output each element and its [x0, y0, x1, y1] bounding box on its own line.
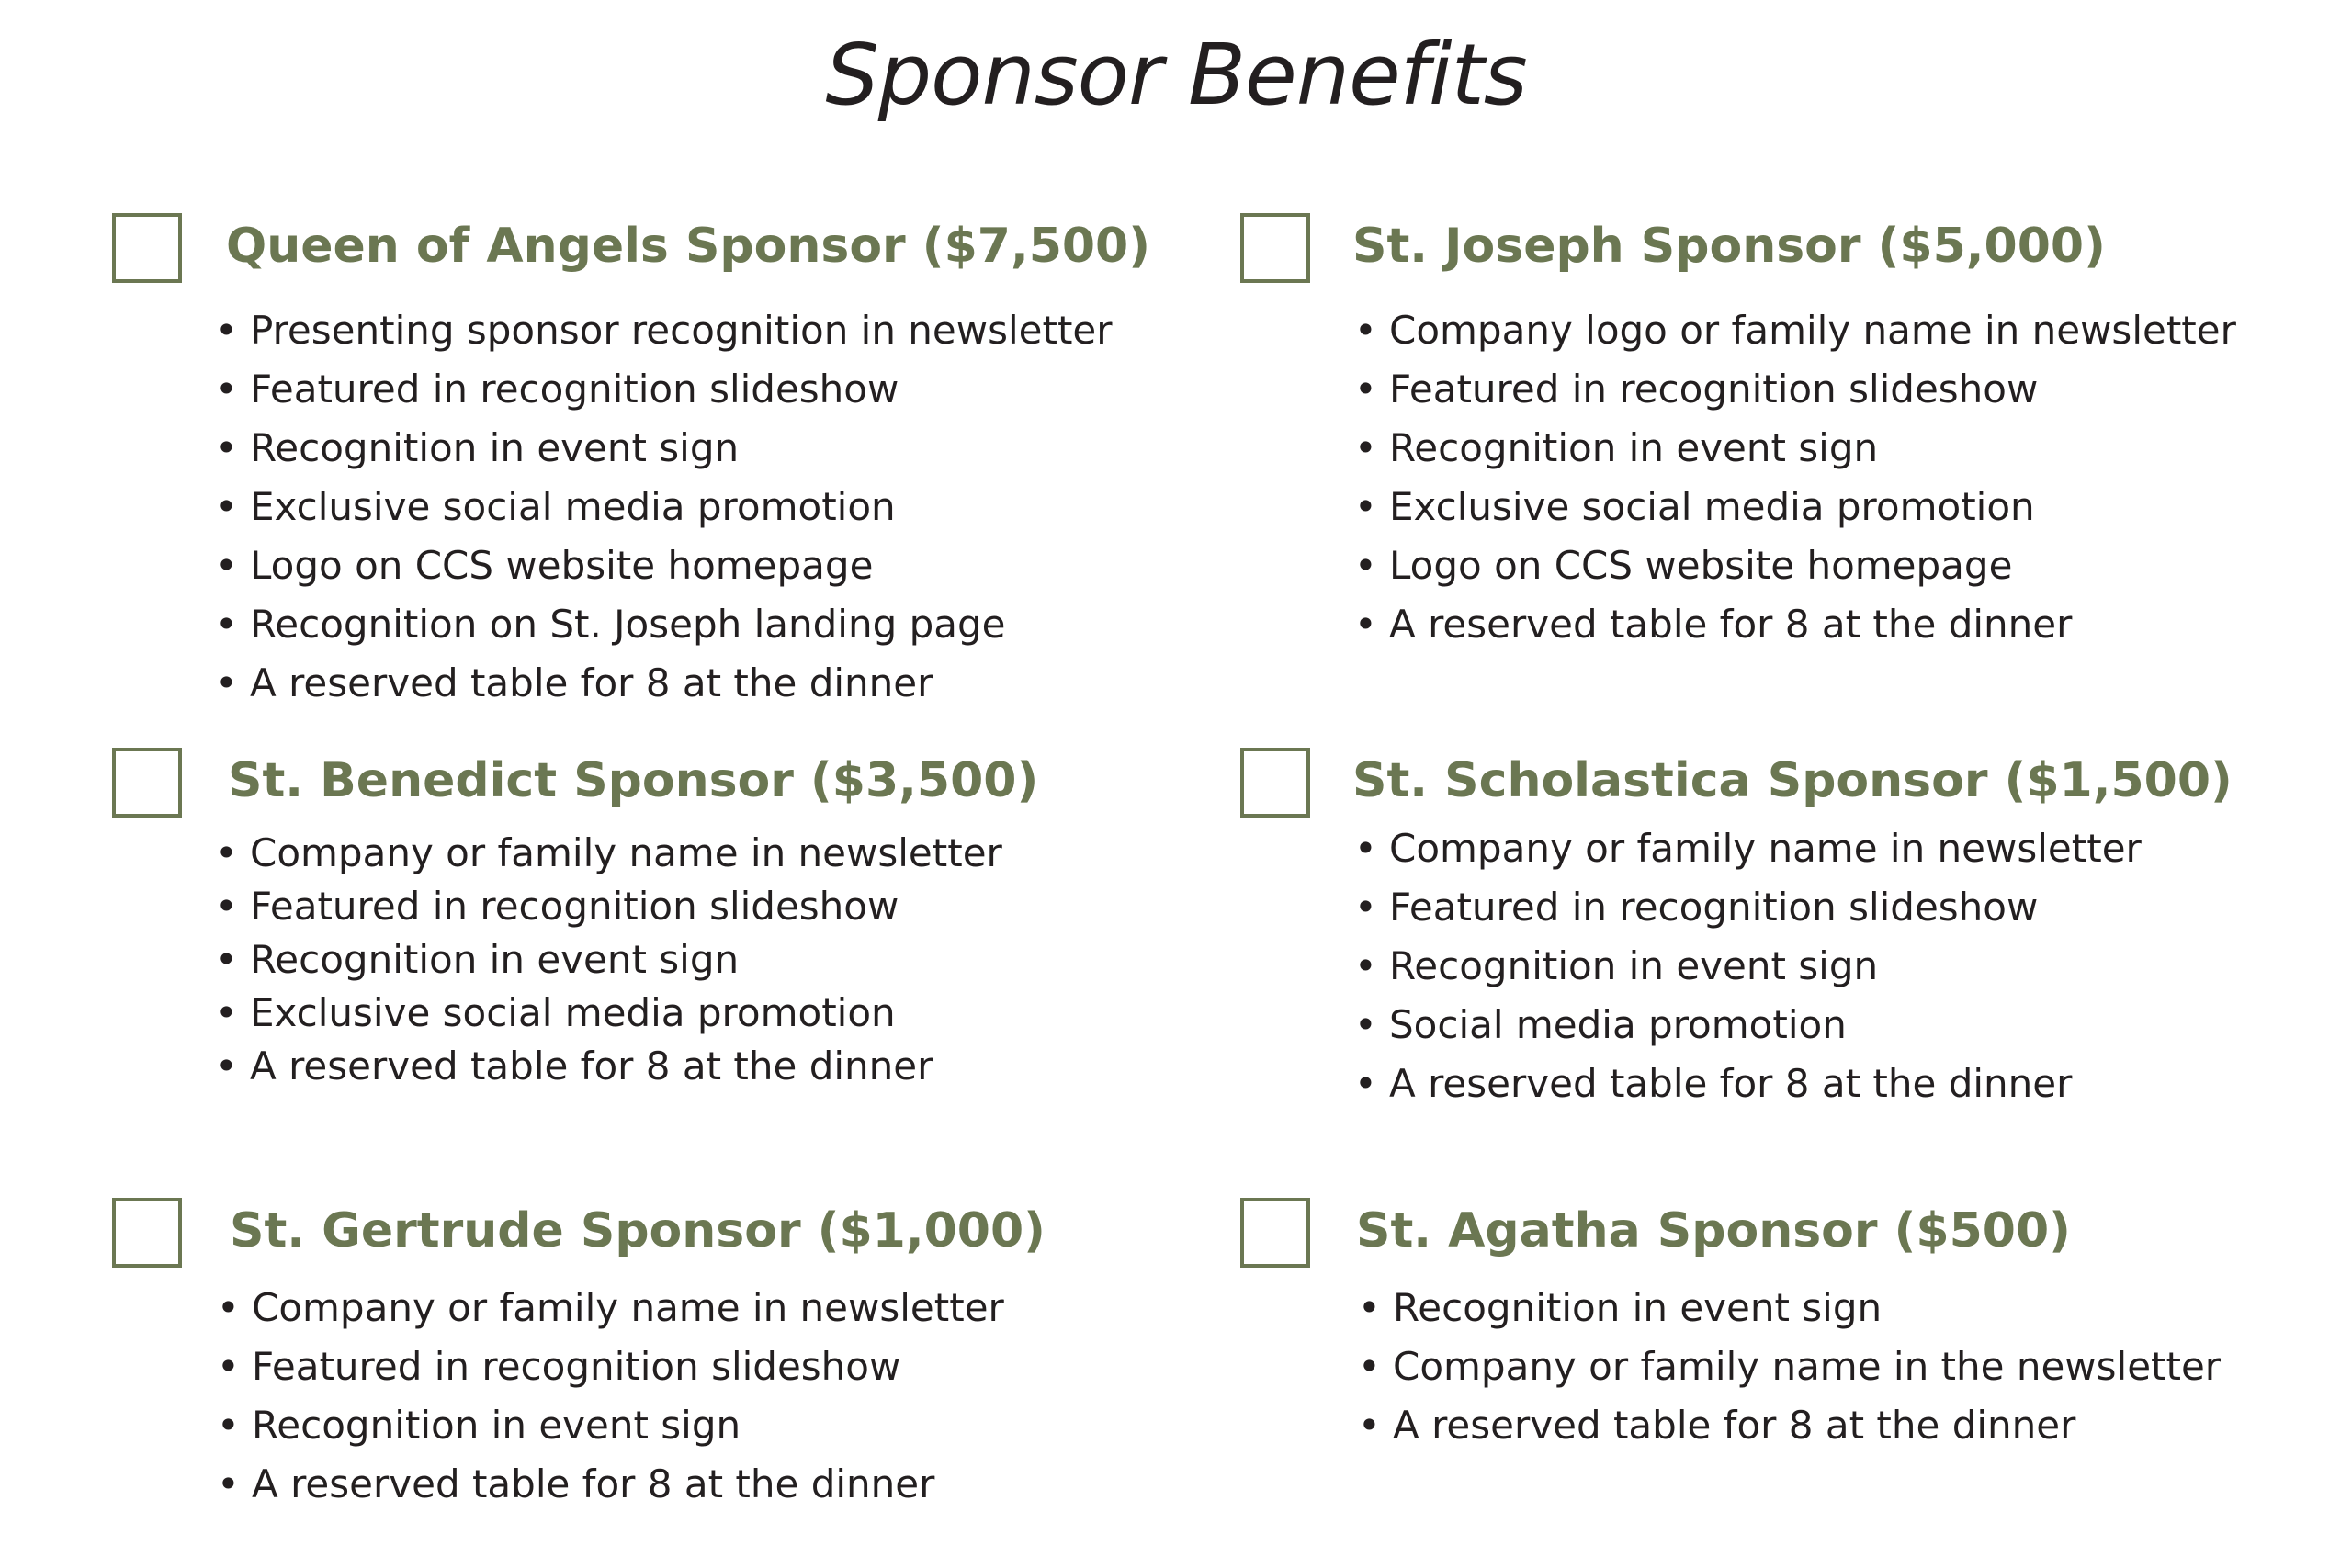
benefit-list — [1358, 1279, 2221, 1455]
bullet-glyph: • — [217, 1285, 240, 1330]
bullet-glyph: • — [215, 602, 238, 647]
benefit-item: • A reserved table for 8 at the dinner — [217, 1455, 1004, 1514]
benefit-item: • Exclusive social media promotion — [1354, 478, 2236, 536]
tier-checkbox[interactable] — [112, 1198, 182, 1268]
benefit-item: • A reserved table for 8 at the dinner — [215, 1040, 1002, 1093]
bullet-glyph: • — [215, 660, 238, 705]
benefit-item: • Recognition in event sign — [215, 419, 1113, 478]
benefit-item: • A reserved table for 8 at the dinner — [1358, 1396, 2221, 1455]
bullet-glyph: • — [1358, 1344, 1381, 1389]
page-title: Sponsor Benefits — [825, 26, 1527, 124]
bullet-glyph: • — [215, 425, 238, 470]
bullet-glyph: • — [215, 937, 238, 982]
tier-checkbox[interactable] — [1240, 748, 1310, 818]
tier-checkbox[interactable] — [1240, 213, 1310, 283]
benefit-item: • Recognition in event sign — [1354, 937, 2142, 996]
benefit-item: • Featured in recognition slideshow — [1354, 360, 2236, 419]
tier-checkbox[interactable] — [112, 213, 182, 283]
bullet-glyph: • — [1354, 943, 1377, 988]
benefit-list — [1354, 301, 2236, 654]
benefit-item: • Recognition in event sign — [1354, 419, 2236, 478]
benefit-item: • A reserved table for 8 at the dinner — [1354, 595, 2236, 654]
benefit-list — [217, 1279, 1004, 1514]
bullet-glyph: • — [1354, 602, 1377, 647]
benefit-item: • Social media promotion — [1354, 996, 2142, 1055]
benefit-item: • A reserved table for 8 at the dinner — [1354, 1055, 2142, 1113]
benefit-item: • Exclusive social media promotion — [215, 987, 1002, 1040]
benefit-item: • Featured in recognition slideshow — [217, 1337, 1004, 1396]
tier-checkbox[interactable] — [112, 748, 182, 818]
benefit-item: • Recognition on St. Joseph landing page — [215, 595, 1113, 654]
bullet-glyph: • — [217, 1403, 240, 1448]
bullet-glyph: • — [1354, 826, 1377, 871]
tier-checkbox[interactable] — [1240, 1198, 1310, 1268]
benefit-item: • Exclusive social media promotion — [215, 478, 1113, 536]
bullet-glyph: • — [1354, 308, 1377, 353]
bullet-glyph: • — [1354, 885, 1377, 930]
benefit-item: • Recognition in event sign — [217, 1396, 1004, 1455]
tier-title: Queen of Angels Sponsor ($7,500) — [226, 219, 1151, 274]
bullet-glyph: • — [1354, 1002, 1377, 1047]
bullet-glyph: • — [1358, 1285, 1381, 1330]
benefit-item: • Featured in recognition slideshow — [215, 880, 1002, 933]
tier-title: St. Joseph Sponsor ($5,000) — [1352, 219, 2106, 274]
benefit-list — [215, 827, 1002, 1093]
benefit-item: • Recognition in event sign — [215, 933, 1002, 987]
benefit-item: • Company or family name in newsletter — [215, 827, 1002, 880]
bullet-glyph: • — [1354, 484, 1377, 529]
bullet-glyph: • — [1354, 367, 1377, 412]
bullet-glyph: • — [215, 830, 238, 875]
benefit-item: • Company or family name in newsletter — [1354, 819, 2142, 878]
bullet-glyph: • — [1354, 543, 1377, 588]
benefit-item: • Company logo or family name in newsletter — [1354, 301, 2236, 360]
benefit-item: • Recognition in event sign — [1358, 1279, 2221, 1337]
bullet-glyph: • — [215, 308, 238, 353]
bullet-glyph: • — [1354, 1061, 1377, 1106]
bullet-glyph: • — [1354, 425, 1377, 470]
bullet-glyph: • — [215, 990, 238, 1035]
bullet-glyph: • — [217, 1344, 240, 1389]
bullet-glyph: • — [215, 367, 238, 412]
bullet-glyph: • — [215, 484, 238, 529]
tier-title: St. Agatha Sponsor ($500) — [1356, 1203, 2071, 1258]
benefit-item: • Logo on CCS website homepage — [215, 536, 1113, 595]
benefit-list — [1354, 819, 2142, 1113]
bullet-glyph: • — [217, 1461, 240, 1506]
benefit-item: • Company or family name in the newsletter — [1358, 1337, 2221, 1396]
benefit-item: • Company or family name in newsletter — [217, 1279, 1004, 1337]
benefit-item: • A reserved table for 8 at the dinner — [215, 654, 1113, 713]
benefit-list — [215, 301, 1113, 713]
bullet-glyph: • — [215, 1043, 238, 1089]
benefit-item: • Featured in recognition slideshow — [1354, 878, 2142, 937]
bullet-glyph: • — [1358, 1403, 1381, 1448]
bullet-glyph: • — [215, 543, 238, 588]
benefit-item: • Logo on CCS website homepage — [1354, 536, 2236, 595]
tier-title: St. Scholastica Sponsor ($1,500) — [1352, 753, 2233, 808]
tier-title: St. Benedict Sponsor ($3,500) — [228, 753, 1039, 808]
benefit-item: • Presenting sponsor recognition in newsletter — [215, 301, 1113, 360]
benefit-item: • Featured in recognition slideshow — [215, 360, 1113, 419]
tier-title: St. Gertrude Sponsor ($1,000) — [230, 1203, 1046, 1258]
bullet-glyph: • — [215, 884, 238, 929]
